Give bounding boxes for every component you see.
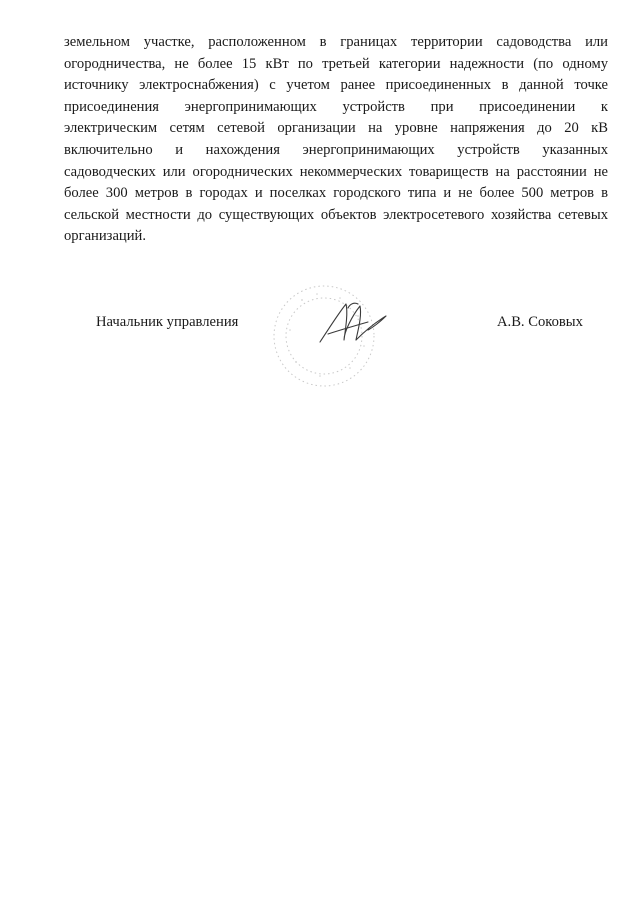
paragraph-line: электрическим сетям сетевой организации на уровне напряжения до 20 кВ	[64, 120, 608, 137]
paragraph-line: огородничества, не более 15 кВт по третьей категории надежности (по одному	[64, 55, 608, 72]
paragraph-line: организаций.	[64, 228, 146, 245]
paragraph-line: источнику электроснабжения) с учетом ранее присоединенных в данной точке	[64, 77, 608, 94]
paragraph-line: земельном участке, расположенном в границах территории садоводства или	[64, 34, 608, 50]
paragraph-line: садоводческих или огороднических некоммерческих товариществ на расстоянии не	[64, 163, 608, 180]
paragraph-line: присоединения энергопринимающих устройств при присоединении к	[64, 98, 608, 115]
paragraph-line: более 300 метров в городах и поселках городского типа и не более 500 метров в	[64, 185, 608, 202]
paragraph-line: сельской местности до существующих объектов электросетевого хозяйства сетевых	[64, 206, 608, 223]
body-paragraph	[64, 32, 608, 248]
signer-position: Начальник управления	[96, 314, 239, 330]
paragraph-line: включительно и нахождения энергопринимающих устройств указанных	[64, 141, 608, 158]
signature-row	[0, 312, 640, 342]
signer-name: А.В. Соковых	[497, 314, 583, 330]
